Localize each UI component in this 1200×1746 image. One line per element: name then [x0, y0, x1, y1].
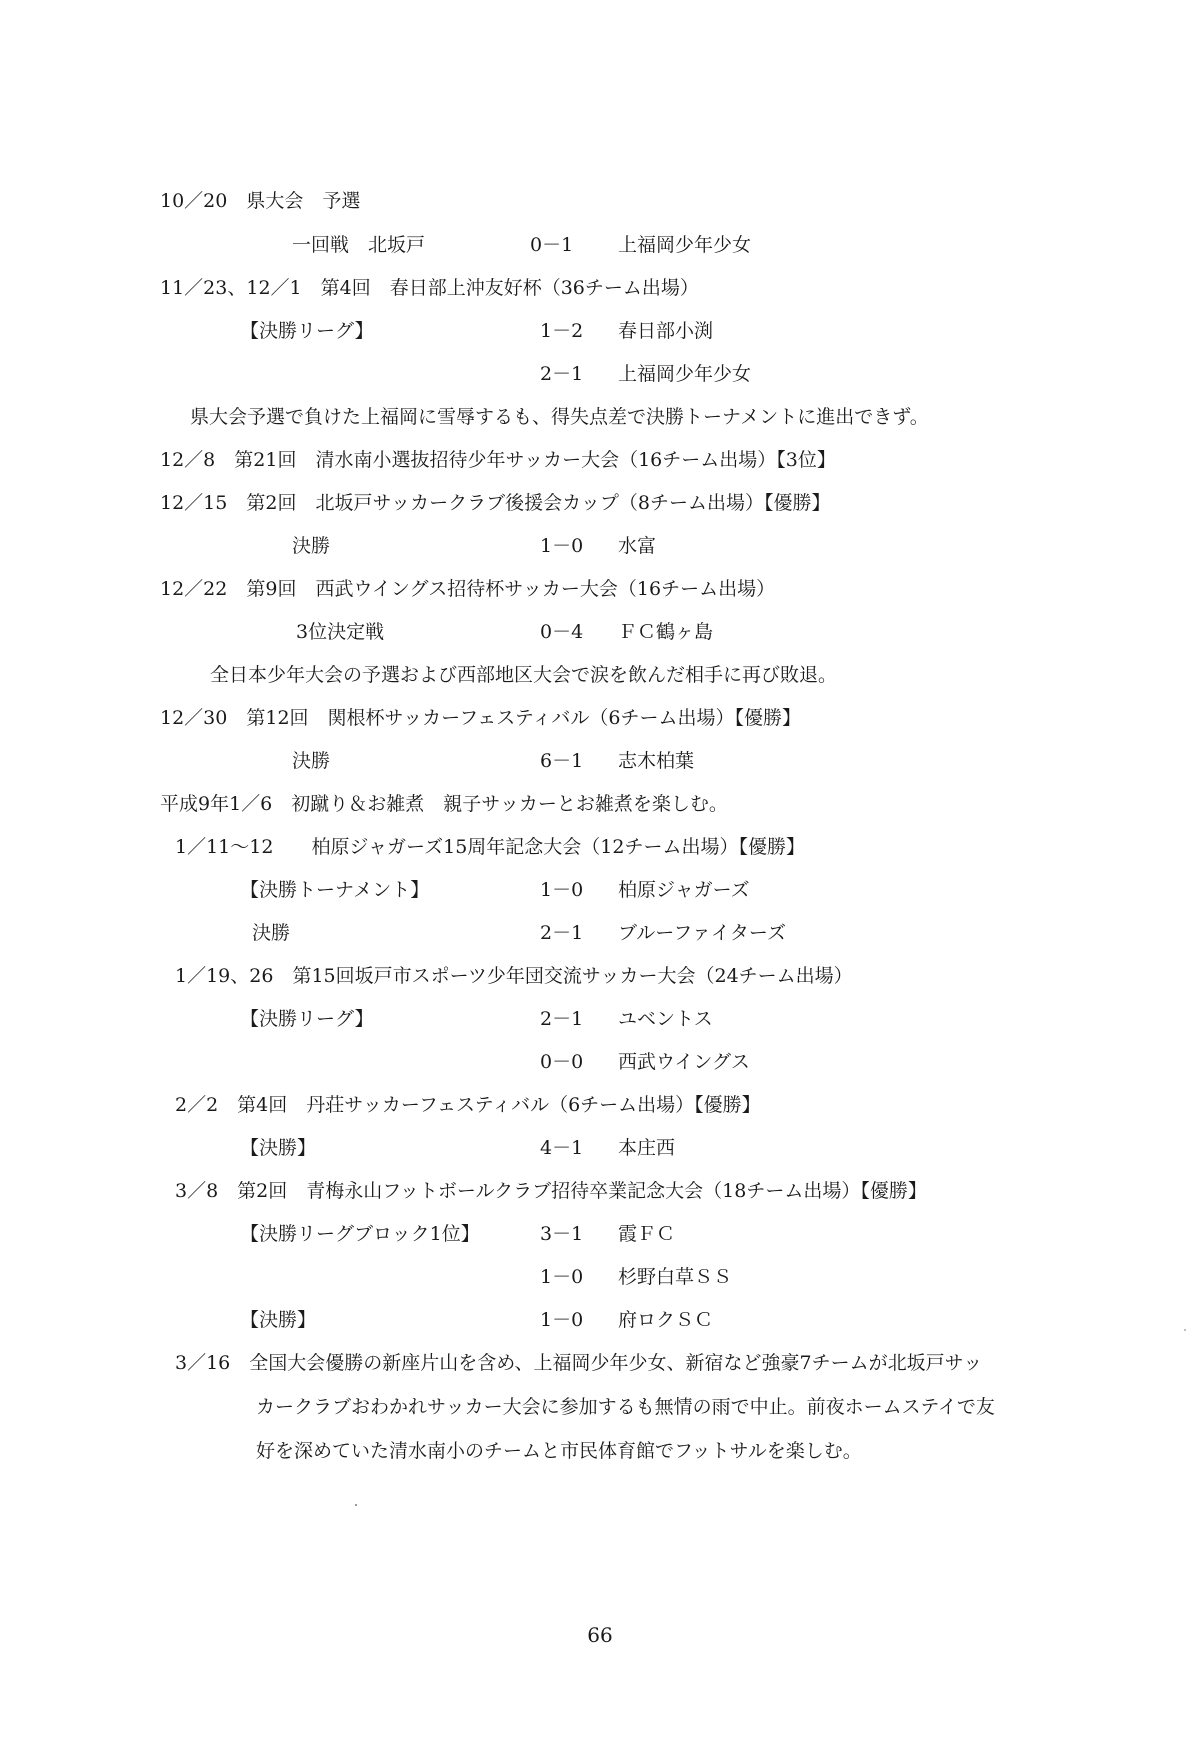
match-score: 4－1 [540, 1137, 584, 1159]
match-score: 3－1 [540, 1223, 584, 1245]
match-score: 2－1 [540, 922, 584, 944]
note-text: 県大会予選で負けた上福岡に雪辱するも、得失点差で決勝トーナメントに進出できず。 [190, 406, 929, 428]
match-opponent: 杉野白草ＳＳ [618, 1266, 733, 1288]
speck [1184, 1329, 1186, 1331]
match-score: 1－0 [540, 879, 584, 901]
match-score: 0－0 [540, 1051, 584, 1073]
match-score: 6－1 [540, 750, 584, 772]
match-opponent: ユベントス [618, 1008, 713, 1030]
match-score: 2－1 [540, 363, 584, 385]
match-score: 0－4 [540, 621, 584, 643]
match-label: 【決勝トーナメント】 [240, 879, 430, 901]
match-opponent: 上福岡少年少女 [618, 363, 752, 385]
match-label: 決勝 [292, 535, 331, 557]
entry-kashiwabara-jaguars: 1／11～12 柏原ジャガーズ15周年記念大会（12チーム出場）【優勝】 [175, 836, 805, 858]
match-score: 1－2 [540, 320, 584, 342]
match-score: 2－1 [540, 1008, 584, 1030]
entry-farewell-tournament: 3／16 全国大会優勝の新座片山を含め、上福岡少年少女、新宿など強豪7チームが北坂戸サッ [175, 1352, 983, 1374]
match-label: 決勝 [252, 922, 291, 944]
match-opponent: 春日部小渕 [618, 320, 714, 342]
match-label: 決勝 [292, 750, 331, 772]
match-opponent: 府ロクＳＣ [618, 1309, 714, 1331]
entry-kitasakado-cup: 12／15 第2回 北坂戸サッカークラブ後援会カップ（8チーム出場）【優勝】 [160, 492, 831, 514]
match-label: 【決勝リーグ】 [240, 1008, 374, 1030]
paragraph-continuation: 好を深めていた清水南小のチームと市民体育館でフットサルを楽しむ。 [256, 1440, 862, 1462]
entry-kasukabe-cup: 11／23、12／1 第4回 春日部上沖友好杯（36チーム出場） [160, 277, 699, 299]
match-opponent: 志木柏葉 [618, 750, 695, 772]
match-label: 【決勝】 [240, 1137, 317, 1159]
entry-sakado-exchange: 1／19、26 第15回坂戸市スポーツ少年団交流サッカー大会（24チーム出場） [175, 965, 853, 987]
paragraph-continuation: カークラブおわかれサッカー大会に参加するも無情の雨で中止。前夜ホームステイで友 [256, 1396, 995, 1418]
match-opponent: ブルーファイターズ [618, 922, 786, 944]
entry-prefecture-qualifier: 10／20 県大会 予選 [160, 190, 361, 212]
match-score: 1－0 [540, 1309, 584, 1331]
match-score: 1－0 [540, 1266, 584, 1288]
match-label: 3位決定戦 [296, 621, 385, 643]
match-score: 1－0 [540, 535, 584, 557]
match-opponent: 柏原ジャガーズ [618, 879, 750, 901]
note-text: 全日本少年大会の予選および西部地区大会で涙を飲んだ相手に再び敗退。 [210, 664, 838, 686]
match-opponent: ＦＣ鶴ヶ島 [618, 621, 714, 643]
entry-new-year-kickoff: 平成9年1／6 初蹴り＆お雑煮 親子サッカーとお雑煮を楽しむ。 [160, 793, 728, 815]
match-opponent: 上福岡少年少女 [618, 234, 752, 256]
entry-ome-nagayama: 3／8 第2回 青梅永山フットボールクラブ招待卒業記念大会（18チーム出場）【優勝】 [175, 1180, 927, 1202]
match-score: 0－1 [530, 234, 574, 256]
match-opponent: 霞ＦＣ [618, 1223, 676, 1245]
match-opponent: 本庄西 [618, 1137, 676, 1159]
entry-sekine-cup: 12／30 第12回 関根杯サッカーフェスティバル（6チーム出場）【優勝】 [160, 707, 801, 729]
entry-seibu-wings-cup: 12／22 第9回 西武ウイングス招待杯サッカー大会（16チーム出場） [160, 578, 776, 600]
match-label: 【決勝リーグブロック1位】 [240, 1223, 480, 1245]
match-label: 【決勝リーグ】 [240, 320, 374, 342]
page-number: 66 [587, 1623, 613, 1647]
match-opponent: 水富 [618, 535, 657, 557]
entry-shimizu-minami: 12／8 第21回 清水南小選抜招待少年サッカー大会（16チーム出場）【3位】 [160, 449, 836, 471]
match-label: 【決勝】 [240, 1309, 317, 1331]
entry-tanso-festival: 2／2 第4回 丹荘サッカーフェスティバル（6チーム出場）【優勝】 [175, 1094, 761, 1116]
speck [355, 1504, 357, 1506]
match-opponent: 西武ウイングス [618, 1051, 750, 1073]
match-label: 一回戦 北坂戸 [292, 234, 426, 256]
